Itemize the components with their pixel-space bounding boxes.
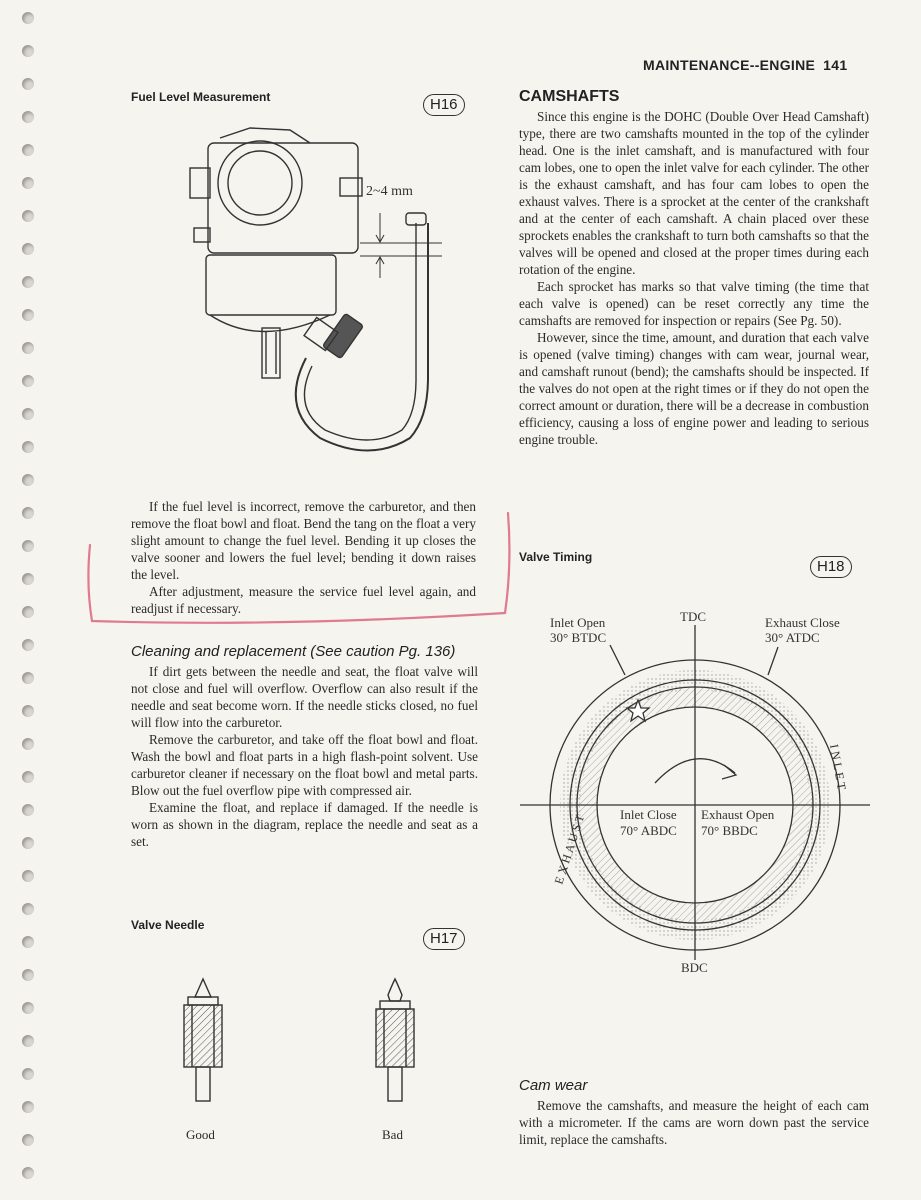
dimension-label: 2~4 mm xyxy=(366,184,413,199)
cam-wear-text xyxy=(519,1097,869,1148)
binding-hole xyxy=(22,540,34,552)
carburetor-diagram xyxy=(180,118,460,488)
binding-hole xyxy=(22,804,34,816)
page-number: 141 xyxy=(823,57,848,73)
paragraph: After adjustment, measure the service fuel level again, and readjust if necessary. xyxy=(131,584,476,616)
cam-wear-heading: Cam wear xyxy=(519,1077,588,1094)
binding-hole xyxy=(22,243,34,255)
paragraph: Remove the carburetor, and take off the float bowl and float. Wash the bowl and float parts in a high flash-point solvent. Use carburetor cleaner if necessary on the float bowl and metal parts. Blow out the fuel overflow pipe with compressed air. xyxy=(131,732,478,798)
cleaning-heading: Cleaning and replacement (See caution Pg. 136) xyxy=(131,643,456,660)
exhaust-close-label: Exhaust Close xyxy=(765,615,840,630)
binding-hole xyxy=(22,276,34,288)
binding-hole xyxy=(22,837,34,849)
camshafts-heading: CAMSHAFTS xyxy=(519,88,620,105)
binding-hole xyxy=(22,1068,34,1080)
binding-hole xyxy=(22,870,34,882)
binding-hole xyxy=(22,969,34,981)
exhaust-open-label: Exhaust Open xyxy=(701,807,775,822)
paragraph: Examine the float, and replace if damaged. If the needle is worn as shown in the diagram, replace the needle and seat as a set. xyxy=(131,800,478,849)
binding-hole xyxy=(22,441,34,453)
valve-needle-heading: Valve Needle xyxy=(131,918,205,932)
binding-hole xyxy=(22,408,34,420)
binding-hole xyxy=(22,1002,34,1014)
binding-hole xyxy=(22,1134,34,1146)
exhaust-close-deg: 30° ATDC xyxy=(765,630,820,645)
binding-hole xyxy=(22,606,34,618)
valve-timing-heading: Valve Timing xyxy=(519,550,593,564)
binding-hole xyxy=(22,573,34,585)
figure-tag-h17: H17 xyxy=(423,928,465,950)
paragraph: If the fuel level is incorrect, remove the carburetor, and then remove the float bowl and float. Bend the tang on the float a very slight amount to change the fuel level. Bending it up closes the valve sooner and lowers the fuel level; bending it down raises the level. xyxy=(131,499,476,582)
valve-needle-good xyxy=(178,975,228,1110)
bdc-label: BDC xyxy=(681,960,708,975)
binding-hole xyxy=(22,375,34,387)
inlet-open-label: Inlet Open xyxy=(550,615,606,630)
good-label: Good xyxy=(186,1127,215,1142)
binding-hole xyxy=(22,1167,34,1179)
binding-hole xyxy=(22,1035,34,1047)
paragraph: If dirt gets between the needle and seat, the float valve will not close and fuel will overflow. Overflow can also result if the needle and seat become worn. If the needle sticks closed, no fuel will flow into the carburetor. xyxy=(131,664,478,730)
paragraph: Remove the camshafts, and measure the height of each cam with a micrometer. If the cams are worn down past the service limit, replace the camshafts. xyxy=(519,1098,869,1147)
figure-tag-h18: H18 xyxy=(810,556,852,578)
fuel-level-heading: Fuel Level Measurement xyxy=(131,90,271,104)
exhaust-band-label: E X H A U S T xyxy=(551,812,588,886)
camshafts-text xyxy=(519,108,869,448)
binding-hole xyxy=(22,309,34,321)
valve-timing-diagram xyxy=(510,605,880,985)
binding-hole xyxy=(22,342,34,354)
binding-hole xyxy=(22,639,34,651)
header-title: MAINTENANCE--ENGINE xyxy=(643,57,816,73)
binding-hole xyxy=(22,771,34,783)
spiral-binding xyxy=(0,0,48,1200)
binding-hole xyxy=(22,45,34,57)
fuel-level-text xyxy=(131,498,476,617)
binding-hole xyxy=(22,474,34,486)
valve-needle-bad xyxy=(370,975,420,1110)
binding-hole xyxy=(22,144,34,156)
paragraph: Each sprocket has marks so that valve timing (the time that each valve is opened) can be reset correctly any time the camshafts are removed for inspection or repairs (See Pg. 50). xyxy=(519,279,869,328)
binding-hole xyxy=(22,507,34,519)
tdc-label: TDC xyxy=(680,609,706,624)
binding-hole xyxy=(22,672,34,684)
cleaning-text xyxy=(131,663,478,850)
binding-hole xyxy=(22,177,34,189)
running-header xyxy=(643,57,847,73)
binding-hole xyxy=(22,111,34,123)
paragraph: Since this engine is the DOHC (Double Over Head Camshaft) type, there are two camshafts mounted in the top of the cylinder head. One is the inlet camshaft, and is manufactured with four cam lobes, one to open the inlet valve for each cylinder. The other is the exhaust camshaft, and has four cam lobes to open the exhaust valves. There is a sprocket at the center of the crankshaft and at the center of each camshaft. A chain placed over these sprockets enables the crankshaft to turn both camshafts so that the valves will be opened and closed at the proper times during each rotation of the engine. xyxy=(519,109,869,277)
binding-hole xyxy=(22,78,34,90)
binding-hole xyxy=(22,738,34,750)
binding-hole xyxy=(22,210,34,222)
exhaust-open-deg: 70° BBDC xyxy=(701,823,758,838)
bad-label: Bad xyxy=(382,1127,403,1142)
binding-hole xyxy=(22,1101,34,1113)
binding-hole xyxy=(22,705,34,717)
paragraph: However, since the time, amount, and duration that each valve is opened (valve timing) changes with cam wear, journal wear, and camshaft runout (bend); the camshafts should be inspected. If the valves do not open at the right times or if they do not open the correct amount or duration, there will be a decrease in combustion efficiency, causing a loss of engine power and leading to serious engine trouble. xyxy=(519,330,869,447)
inlet-open-deg: 30° BTDC xyxy=(550,630,607,645)
binding-hole xyxy=(22,903,34,915)
inlet-close-label: Inlet Close xyxy=(620,807,677,822)
binding-hole xyxy=(22,12,34,24)
inlet-band-label: I N L E T xyxy=(827,743,849,791)
binding-hole xyxy=(22,936,34,948)
figure-tag-h16: H16 xyxy=(423,94,465,116)
inlet-close-deg: 70° ABDC xyxy=(620,823,677,838)
